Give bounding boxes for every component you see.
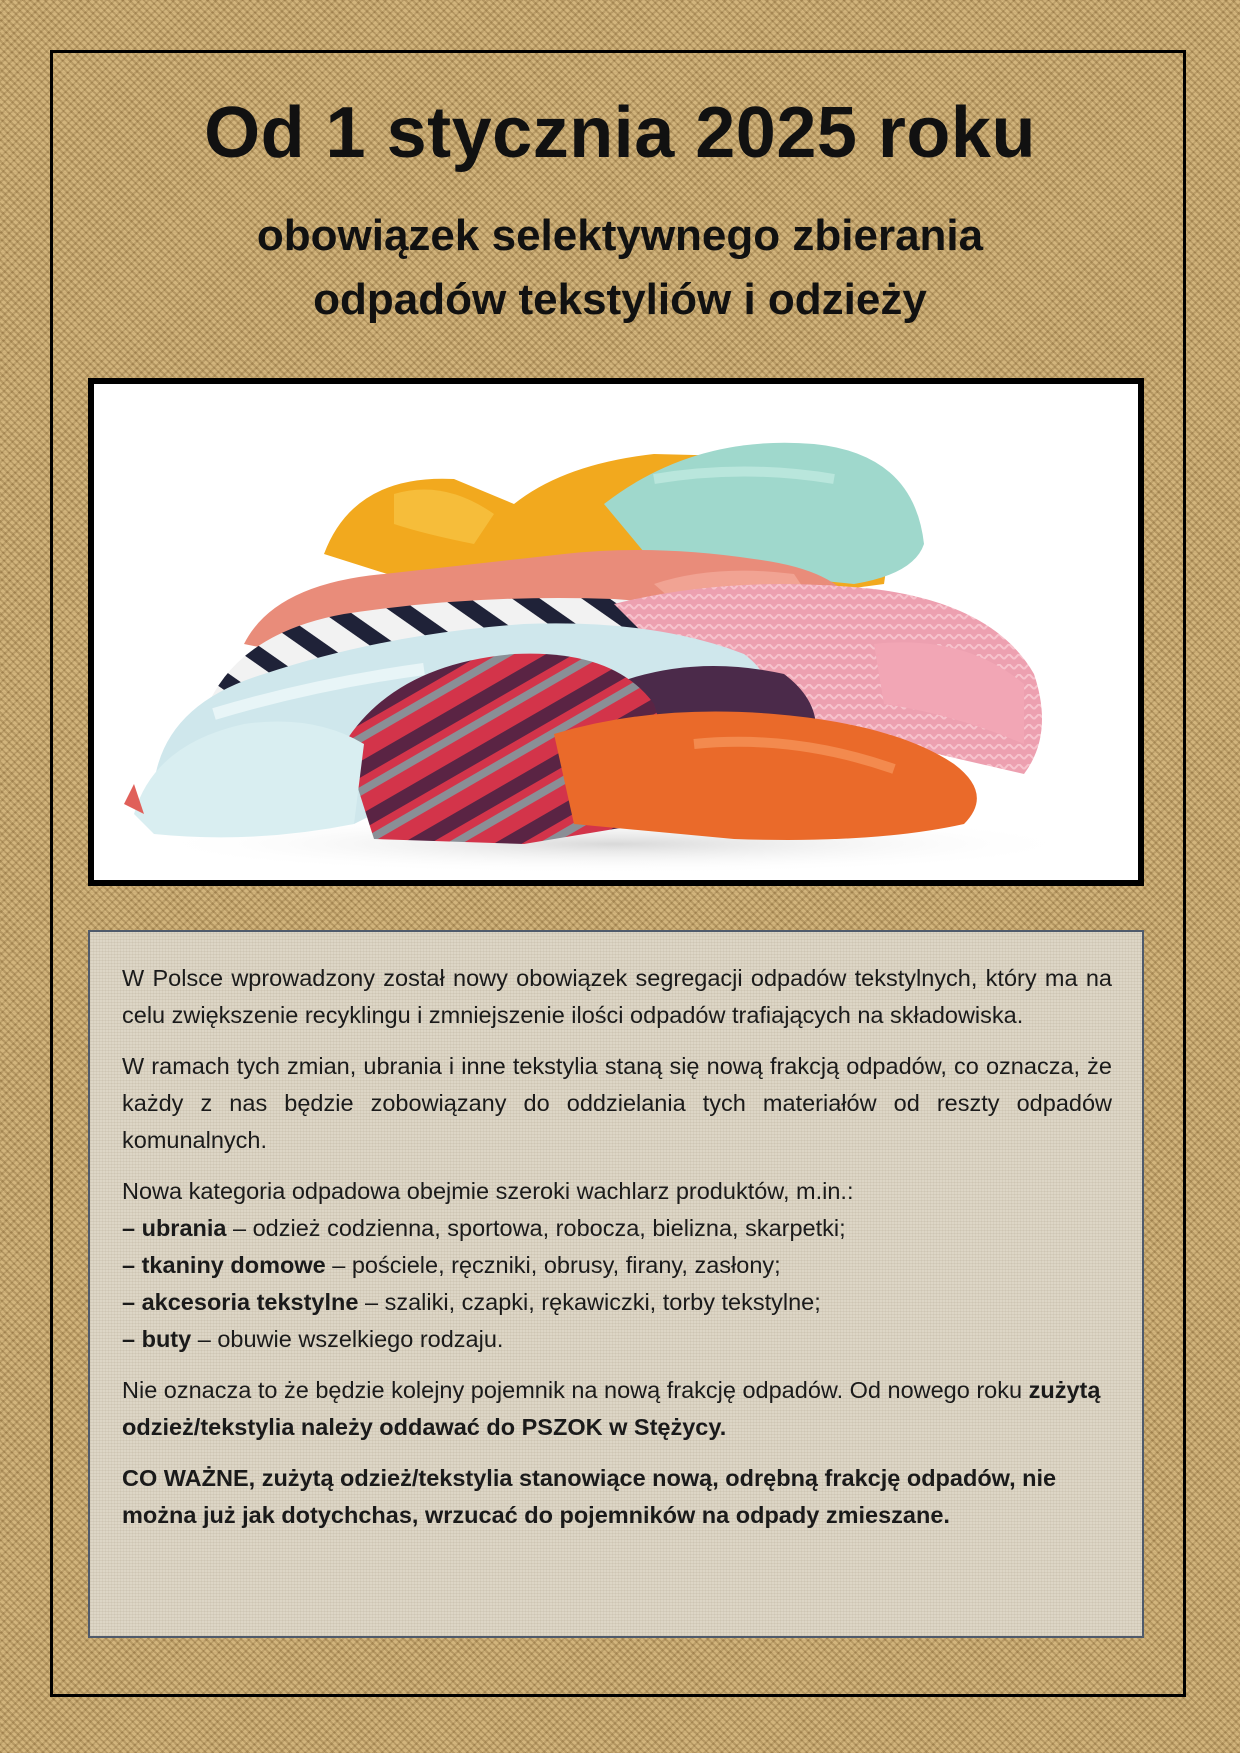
list-desc: – pościele, ręczniki, obrusy, firany, zasłony; xyxy=(325,1252,781,1278)
paragraph-pszok xyxy=(122,1372,1112,1446)
list-term: – buty xyxy=(122,1326,192,1352)
list-item-akcesoria xyxy=(122,1284,1112,1321)
pszok-normal-text: Nie oznacza to że będzie kolejny pojemnik na nową frakcję odpadów. Od nowego roku xyxy=(122,1377,1029,1403)
paragraph-changes: W ramach tych zmian, ubrania i inne tekstylia staną się nową frakcją odpadów, co oznacza, że każdy z nas będzie zobowiązany do oddzielania tych materiałów od reszty odpadów komunalnych. xyxy=(122,1053,1112,1153)
list-term: – tkaniny domowe xyxy=(122,1252,326,1278)
list-desc: – odzież codzienna, sportowa, robocza, bielizna, skarpetki; xyxy=(226,1215,846,1241)
pszok-bold-text: zużytą odzież/tekstylia należy oddawać do PSZOK w Stężycy. xyxy=(122,1377,1101,1440)
page-subtitle xyxy=(0,204,1240,332)
subtitle-line-1: obowiązek selektywnego zbierania xyxy=(256,211,984,260)
list-item-tkaniny xyxy=(122,1247,1112,1284)
list-term: – ubrania xyxy=(122,1215,227,1241)
page-title: Od 1 stycznia 2025 roku xyxy=(204,93,1036,173)
list-desc: – szaliki, czapki, rękawiczki, torby tekstylne; xyxy=(358,1289,821,1315)
list-item-ubrania xyxy=(122,1210,1112,1247)
paragraph-intro: W Polsce wprowadzony został nowy obowiązek segregacji odpadów tekstylnych, który ma na celu zwiększenie recyklingu i zmniejszenie ilości odpadów trafiających na składowiska. xyxy=(122,965,1112,1028)
clothes-pile-illustration xyxy=(94,384,1138,880)
list-item-buty xyxy=(122,1321,1112,1358)
categories-intro: Nowa kategoria odpadowa obejmie szeroki wachlarz produktów, m.in.: xyxy=(122,1178,854,1204)
subtitle-line-2: odpadów tekstyliów i odzieży xyxy=(313,275,927,324)
paragraph-categories xyxy=(122,1173,1112,1358)
list-desc: – obuwie wszelkiego rodzaju. xyxy=(191,1326,504,1352)
paragraph-important: CO WAŻNE, zużytą odzież/tekstylia stanowiące nową, odrębną frakcję odpadów, nie można już jak dotychchas, wrzucać do pojemników na odpady zmieszane. xyxy=(122,1465,1057,1528)
list-term: – akcesoria tekstylne xyxy=(122,1289,359,1315)
clothes-pile-photo xyxy=(88,378,1144,886)
info-text-box xyxy=(88,930,1144,1638)
